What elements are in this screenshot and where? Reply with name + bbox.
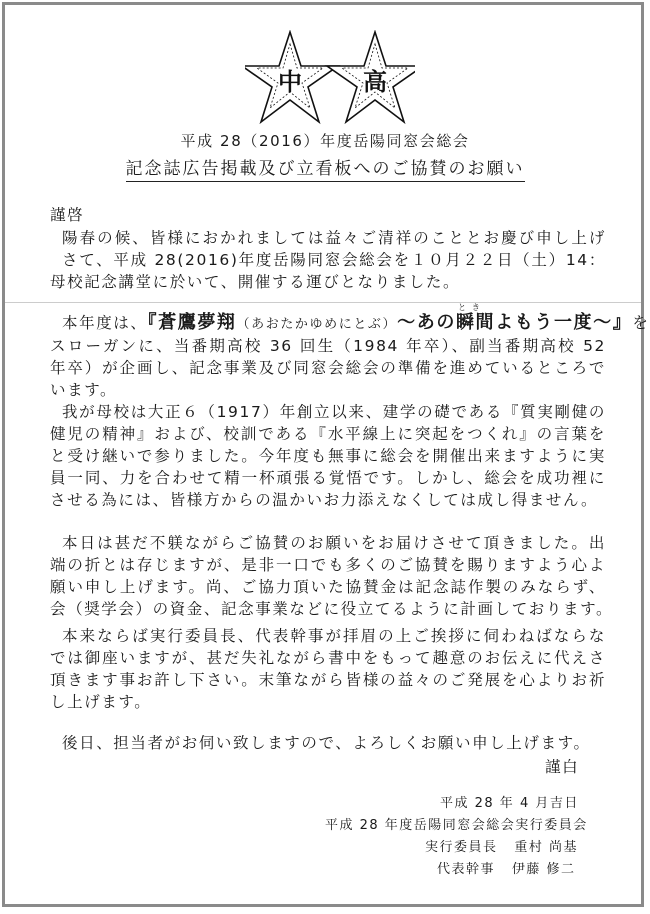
paragraph-line: 健児の精神』および、校訓である『水平線上に突起をつくれ』の言葉を (50, 425, 606, 443)
paragraph-line: 員一同、力を合わせて精一杯頑張る覚悟です。しかし、総会を成功裡に (50, 469, 606, 487)
signature-secretary (437, 860, 576, 880)
paragraph-line: し上げます。 (50, 693, 152, 711)
chair-name: 重村 尚基 (514, 840, 579, 855)
closing-line: 後日、担当者がお伺い致しますので、よろしくお願い申し上げます。 (62, 734, 591, 752)
slogan-close: よもう一度～』 (495, 312, 633, 333)
paragraph-line: 本日は甚だ不躾ながらご協賛のお願いをお届けさせて頂きました。出 (62, 534, 606, 552)
secretary-name: 伊藤 修二 (511, 862, 576, 877)
emblem-char: 高 (363, 68, 387, 96)
chair-title: 実行委員長 (425, 840, 498, 855)
slogan-line (62, 303, 650, 333)
paragraph-line: 会（奨学会）の資金、記念事業などに役立てるように計画しております。 (50, 600, 614, 618)
salutation: 謹啓 (50, 206, 85, 224)
paragraph-line: 本来ならば実行委員長、代表幹事が拝眉の上ご挨拶に伺わねばならな (62, 627, 606, 645)
paragraph-line: 陽春の候、皆様におかれましては益々ご清祥のこととお慶び申し上げ (62, 229, 606, 247)
slogan-ruby (455, 303, 496, 333)
paragraph-line: さて、平成 28(2016)年度岳陽同窓会総会を１０月２２日（土）14： (62, 251, 606, 269)
signature-organization: 平成 28 年度岳陽同窓会総会実行委員会 (325, 818, 588, 833)
paragraph-line: います。 (50, 381, 118, 399)
paragraph-line: では御座いますが、甚だ失礼ながら書中をもって趣意のお伝えに代えさ (50, 649, 606, 667)
paragraph-line: 年卒）が企画し、記念事業及び同窓会総会の準備を進めているところで (50, 359, 606, 377)
slogan-prefix: 本年度は、 (62, 314, 148, 332)
paragraph-line: 母校記念講堂に於いて、開催する運びとなりました。 (50, 273, 461, 291)
divider (5, 302, 641, 303)
secretary-title: 代表幹事 (437, 862, 496, 877)
paragraph-line: 頂きます事お許し下さい。末筆ながら皆様の益々のご発展を心よりお祈 (50, 671, 606, 689)
paragraph-line: 願い申し上げます。尚、ご協力頂いた協賛金は記念誌作製のみならず、 (50, 578, 606, 596)
star-emblem-icon (245, 32, 338, 122)
paragraph-line: 我が母校は大正６（1917）年創立以来、建学の礎である『質実剛健の (62, 403, 606, 421)
paragraph-line: と受け継いで参りました。今年度も無事に総会を開催出来ますように実 (50, 447, 606, 465)
ruby-text: とき (457, 303, 486, 312)
slogan-title: 『蒼鷹夢翔 (147, 312, 237, 333)
slogan-suffix: を (632, 314, 650, 332)
closing-word: 謹白 (545, 758, 580, 776)
paragraph-line: スローガンに、当番期高校 36 回生（1984 年卒）、副当番期高校 52 (50, 337, 606, 355)
school-emblems (245, 30, 415, 125)
paragraph-line: 端の折とは存じますが、是非一口でも多くのご協賛を賜りますよう心よ (50, 556, 606, 574)
signature-date: 平成 28 年 4 月吉日 (440, 796, 579, 811)
signature-chair (425, 838, 578, 858)
ruby-base: 瞬間 (455, 312, 496, 333)
star-emblem-icon (327, 32, 415, 122)
document-title-text: 記念誌広告掲載及び立看板へのご協賛のお願い (126, 159, 525, 182)
slogan-mid: ～あの (397, 312, 456, 333)
emblem-char: 中 (278, 68, 302, 96)
document-subtitle: 平成 28（2016）年度岳陽同窓会総会 (180, 132, 470, 150)
document-title (0, 159, 650, 179)
paragraph-line: させる為には、皆様方からの温かいお力添えなくしては成し得ません。 (50, 491, 599, 509)
slogan-reading: （あおたかゆめにとぶ） (236, 317, 398, 332)
